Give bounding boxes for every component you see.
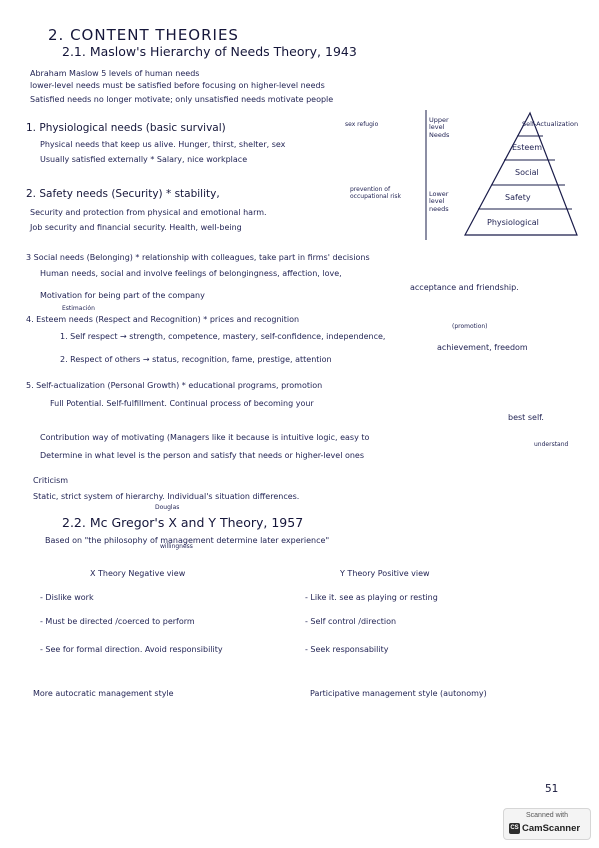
- physiological-line-1: Physical needs that keep us alive. Hunger, thirst, shelter, sex: [40, 140, 286, 149]
- page-number: 51: [545, 783, 559, 795]
- esteem-note: Estimación: [62, 305, 95, 312]
- camscanner-watermark: [503, 808, 591, 840]
- maslow-line-2: lower-level needs must be satisfied before focusing on higher-level needs: [30, 81, 325, 90]
- x-theory-header: X Theory Negative view: [90, 569, 186, 578]
- contribution-line-2: Determine in what level is the person and satisfy that needs or higher-level ones: [40, 451, 365, 460]
- esteem-line-2: achievement, freedom: [437, 343, 528, 352]
- mcgregor-title: 2.2. Mc Gregor's X and Y Theory, 1957: [62, 515, 304, 530]
- x-item-1: - Dislike work: [40, 593, 94, 602]
- pyramid-level-physiological: Physiological: [487, 218, 539, 227]
- self-actualization-line-1: Full Potential. Self-fulfillment. Continual process of becoming your: [50, 399, 314, 408]
- maslow-title: 2.1. Maslow's Hierarchy of Needs Theory, 1943: [62, 44, 357, 59]
- pyramid-level-safety: Safety: [505, 193, 531, 202]
- x-item-3: - See for formal direction. Avoid responsibility: [40, 645, 223, 654]
- self-actualization-title: 5. Self-actualization (Personal Growth) * educational programs, promotion: [26, 381, 323, 390]
- criticism-title: Criticism: [33, 476, 69, 485]
- social-line-2: acceptance and friendship.: [410, 283, 519, 292]
- pyramid-level-social: Social: [515, 168, 539, 177]
- watermark-brand-name: CamScanner: [522, 823, 581, 834]
- physiological-title: 1. Physiological needs (basic survival): [26, 122, 226, 134]
- safety-note: prevention of occupational risk: [350, 186, 402, 200]
- esteem-promotion-note: (promotion): [452, 323, 488, 330]
- mcgregor-based-note: willingness: [160, 543, 193, 550]
- x-management-style: More autocratic management style: [33, 689, 174, 698]
- maslow-line-3: Satisfied needs no longer motivate; only unsatisfied needs motivate people: [30, 95, 334, 104]
- y-theory-header: Y Theory Positive view: [340, 569, 430, 578]
- physiological-line-2: Usually satisfied externally * Salary, nice workplace: [40, 155, 248, 164]
- y-item-3: - Seek responsability: [305, 645, 389, 654]
- safety-line-1: Security and protection from physical and emotional harm.: [30, 208, 267, 217]
- physiological-note: sex refugio: [345, 121, 379, 128]
- social-title: 3 Social needs (Belonging) * relationship with colleagues, take part in firms' decisions: [26, 253, 370, 262]
- maslow-line-1: Abraham Maslow 5 levels of human needs: [30, 69, 200, 78]
- watermark-scanned-with: Scanned with: [525, 812, 569, 819]
- safety-line-2: Job security and financial security. Health, well-being: [30, 223, 242, 232]
- y-item-2: - Self control /direction: [305, 617, 397, 626]
- contribution-note: understand: [534, 441, 569, 448]
- safety-title: 2. Safety needs (Security) * stability,: [26, 188, 220, 200]
- social-line-3: Motivation for being part of the company: [40, 291, 205, 300]
- esteem-title: 4. Esteem needs (Respect and Recognition) * prices and recognition: [26, 315, 300, 324]
- self-actualization-line-2: best self.: [508, 413, 544, 422]
- pyramid-level-esteem: Esteem: [512, 143, 542, 152]
- mcgregor-based-on: Based on "the philosophy of management determine later experience": [45, 536, 330, 545]
- contribution-line-1: Contribution way of motivating (Managers like it because is intuitive logic, easy to: [40, 433, 370, 442]
- esteem-line-3: 2. Respect of others → status, recognition, fame, prestige, attention: [60, 355, 332, 364]
- y-item-1: - Like it. see as playing or resting: [305, 593, 438, 602]
- section-title: 2. CONTENT THEORIES: [48, 26, 239, 44]
- x-item-2: - Must be directed /coerced to perform: [40, 617, 195, 626]
- camscanner-logo-icon: CS: [509, 823, 520, 834]
- criticism-line: Static, strict system of hierarchy. Individual's situation differences.: [33, 492, 300, 501]
- mcgregor-title-note: Douglas: [155, 504, 180, 511]
- pyramid-lower-label: Lower level needs: [429, 190, 449, 213]
- esteem-line-1: 1. Self respect → strength, competence, mastery, self-confidence, independence,: [60, 332, 386, 341]
- pyramid-upper-label: Upper level Needs: [429, 116, 450, 139]
- y-management-style: Participative management style (autonomy): [310, 689, 487, 698]
- pyramid-level-self-actualization: Self-Actualization: [522, 120, 579, 128]
- social-line-1: Human needs, social and involve feelings of belongingness, affection, love,: [40, 269, 342, 278]
